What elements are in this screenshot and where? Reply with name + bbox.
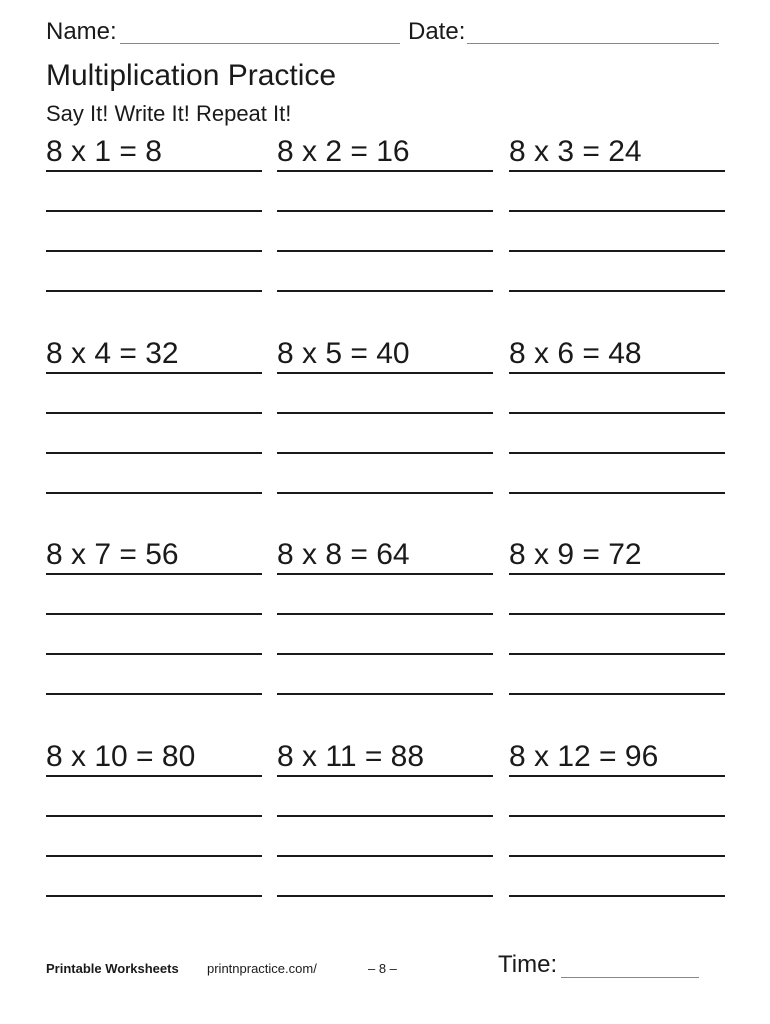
- time-field[interactable]: [561, 977, 699, 978]
- answer-write-line[interactable]: [46, 777, 262, 817]
- answer-write-line[interactable]: [46, 374, 262, 414]
- answer-write-line[interactable]: [277, 615, 493, 655]
- problem-label: 8 x 3 = 24: [509, 134, 725, 172]
- answer-write-line[interactable]: [277, 575, 493, 615]
- page-number: – 8 –: [368, 961, 397, 976]
- answer-write-line[interactable]: [277, 374, 493, 414]
- problem-block: [277, 537, 493, 695]
- answer-write-line[interactable]: [509, 857, 725, 897]
- answer-write-line[interactable]: [277, 777, 493, 817]
- answer-write-line[interactable]: [277, 252, 493, 292]
- answer-write-line[interactable]: [277, 172, 493, 212]
- answer-write-line[interactable]: [277, 857, 493, 897]
- answer-write-line[interactable]: [277, 212, 493, 252]
- problem-label: 8 x 12 = 96: [509, 739, 725, 777]
- problem-block: [509, 336, 725, 494]
- problem-block: [509, 537, 725, 695]
- problem-label: 8 x 9 = 72: [509, 537, 725, 575]
- date-field[interactable]: [467, 43, 719, 44]
- problem-label: 8 x 2 = 16: [277, 134, 493, 172]
- answer-write-line[interactable]: [46, 817, 262, 857]
- problem-block: [509, 739, 725, 897]
- problem-block: [277, 336, 493, 494]
- answer-write-line[interactable]: [46, 172, 262, 212]
- answer-write-line[interactable]: [509, 172, 725, 212]
- answer-write-line[interactable]: [509, 655, 725, 695]
- answer-write-line[interactable]: [509, 374, 725, 414]
- footer-url: printnpractice.com/: [207, 961, 317, 976]
- problem-label: 8 x 11 = 88: [277, 739, 493, 777]
- problem-label: 8 x 8 = 64: [277, 537, 493, 575]
- answer-write-line[interactable]: [509, 414, 725, 454]
- answer-write-line[interactable]: [277, 655, 493, 695]
- problem-label: 8 x 4 = 32: [46, 336, 262, 374]
- footer-brand: Printable Worksheets: [46, 961, 179, 976]
- answer-write-line[interactable]: [509, 454, 725, 494]
- problem-block: [46, 336, 262, 494]
- answer-write-line[interactable]: [46, 212, 262, 252]
- answer-write-line[interactable]: [46, 454, 262, 494]
- answer-write-line[interactable]: [46, 615, 262, 655]
- date-label: Date:: [408, 18, 466, 45]
- answer-write-line[interactable]: [46, 655, 262, 695]
- problem-label: 8 x 1 = 8: [46, 134, 262, 172]
- answer-write-line[interactable]: [46, 575, 262, 615]
- answer-write-line[interactable]: [277, 817, 493, 857]
- footer: [46, 951, 726, 985]
- answer-write-line[interactable]: [509, 615, 725, 655]
- problem-label: 8 x 5 = 40: [277, 336, 493, 374]
- problem-block: [277, 134, 493, 292]
- problem-block: [46, 134, 262, 292]
- answer-write-line[interactable]: [277, 414, 493, 454]
- page-subtitle: Say It! Write It! Repeat It!: [46, 101, 292, 126]
- answer-write-line[interactable]: [509, 575, 725, 615]
- answer-write-line[interactable]: [277, 454, 493, 494]
- problem-block: [46, 739, 262, 897]
- answer-write-line[interactable]: [509, 817, 725, 857]
- answer-write-line[interactable]: [509, 777, 725, 817]
- answer-write-line[interactable]: [509, 212, 725, 252]
- problem-label: 8 x 7 = 56: [46, 537, 262, 575]
- time-label: Time:: [498, 951, 558, 978]
- answer-write-line[interactable]: [46, 857, 262, 897]
- name-field[interactable]: [120, 43, 400, 44]
- problem-block: [509, 134, 725, 292]
- answer-write-line[interactable]: [509, 252, 725, 292]
- problem-label: 8 x 6 = 48: [509, 336, 725, 374]
- problem-block: [277, 739, 493, 897]
- problem-label: 8 x 10 = 80: [46, 739, 262, 777]
- answer-write-line[interactable]: [46, 414, 262, 454]
- name-label: Name:: [46, 18, 117, 45]
- page-title: Multiplication Practice: [46, 59, 337, 92]
- problem-block: [46, 537, 262, 695]
- answer-write-line[interactable]: [46, 252, 262, 292]
